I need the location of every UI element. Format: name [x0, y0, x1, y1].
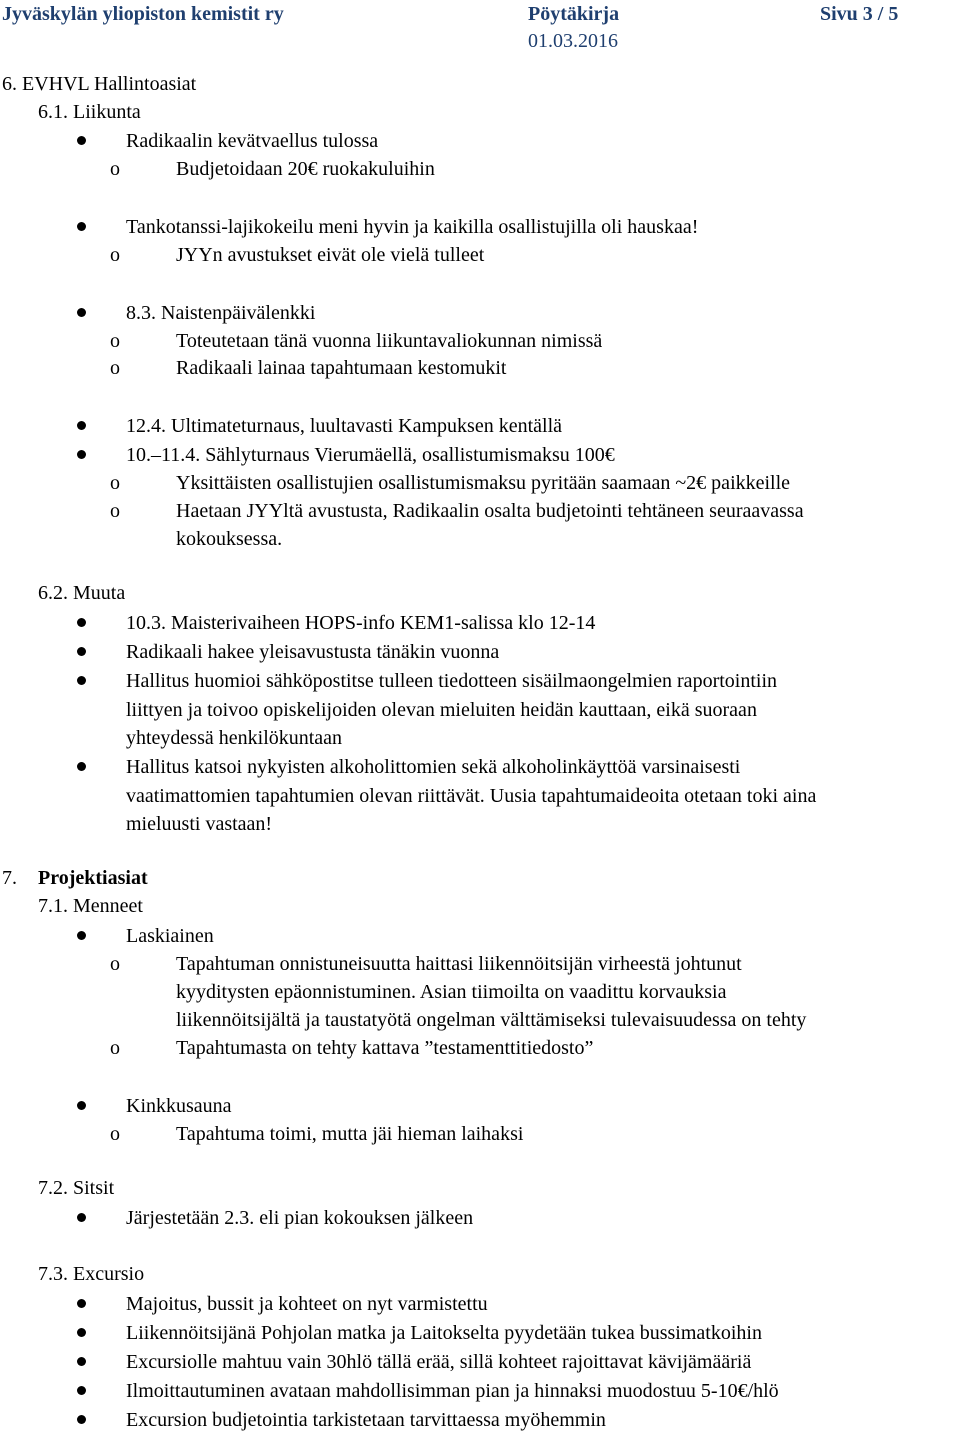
sub-list-item: JYYn avustukset eivät ole vielä tulleet	[176, 244, 485, 266]
sub-list-item-cont: kyyditysten epäonnistuminen. Asian tiimoilta on vaadittu korvauksia	[176, 981, 727, 1003]
list-item: 12.4. Ultimateturnaus, luultavasti Kampuksen kentällä	[126, 415, 563, 437]
bullet-icon	[77, 1213, 86, 1222]
sub-bullet-icon: o	[110, 1123, 120, 1145]
list-item: Majoitus, bussit ja kohteet on nyt varmistettu	[126, 1293, 488, 1315]
list-item: Excursiolle mahtuu vain 30hlö tällä erää, sillä kohteet rajoittavat kävijämääriä	[126, 1351, 752, 1373]
sub-bullet-icon: o	[110, 244, 120, 266]
bullet-icon	[77, 762, 86, 771]
list-item: 10.–11.4. Sählyturnaus Vierumäellä, osallistumismaksu 100€	[126, 444, 615, 466]
bullet-icon	[77, 647, 86, 656]
section-7-1-title: 7.1. Menneet	[38, 895, 143, 917]
sub-list-item: Tapahtuma toimi, mutta jäi hieman laihaksi	[176, 1123, 524, 1145]
bullet-icon	[77, 450, 86, 459]
header-doc-type: Pöytäkirja	[528, 3, 620, 25]
bullet-icon	[77, 1101, 86, 1110]
section-6-1-title: 6.1. Liikunta	[38, 101, 141, 123]
section-7-2-title: 7.2. Sitsit	[38, 1177, 115, 1199]
list-item: Liikennöitsijänä Pohjolan matka ja Laitokselta pyydetään tukea bussimatkoihin	[126, 1322, 762, 1344]
sub-bullet-icon: o	[110, 1037, 120, 1059]
bullet-icon	[77, 1299, 86, 1308]
list-item: Radikaali hakee yleisavustusta tänäkin vuonna	[126, 641, 500, 663]
section-6-title: 6. EVHVL Hallintoasiat	[2, 73, 197, 95]
bullet-icon	[77, 1415, 86, 1424]
sub-list-item: Tapahtumasta on tehty kattava ”testamenttitiedosto”	[176, 1037, 594, 1059]
section-7-3-title: 7.3. Excursio	[38, 1263, 145, 1285]
list-item-cont: mieluusti vastaan!	[126, 813, 273, 835]
sub-list-item: Yksittäisten osallistujien osallistumismaksu pyritään saamaan ~2€ paikkeille	[176, 472, 791, 494]
bullet-icon	[77, 421, 86, 430]
sub-list-item: Tapahtuman onnistuneisuutta haittasi liikennöitsijän virheestä johtunut	[176, 953, 742, 975]
sub-list-item: Budjetoidaan 20€ ruokakuluihin	[176, 158, 435, 180]
list-item: 8.3. Naistenpäivälenkki	[126, 302, 316, 324]
section-7-number: 7.	[2, 867, 17, 889]
sub-bullet-icon: o	[110, 330, 120, 352]
sub-list-item-cont: kokouksessa.	[176, 528, 283, 550]
sub-bullet-icon: o	[110, 500, 120, 522]
list-item: 10.3. Maisterivaiheen HOPS-info KEM1-salissa klo 12-14	[126, 612, 596, 634]
list-item: Tankotanssi-lajikokeilu meni hyvin ja kaikilla osallistujilla oli hauskaa!	[126, 216, 699, 238]
list-item-cont: liittyen ja toivoo opiskelijoiden olevan mieluiten heidän kauttaan, eikä suoraan	[126, 699, 757, 721]
header-page: Sivu 3 / 5	[820, 3, 899, 25]
bullet-icon	[77, 1357, 86, 1366]
list-item: Hallitus huomioi sähköpostitse tulleen tiedotteen sisäilmaongelmien raportointiin	[126, 670, 778, 692]
bullet-icon	[77, 931, 86, 940]
sub-list-item: Toteutetaan tänä vuonna liikuntavaliokunnan nimissä	[176, 330, 603, 352]
list-item: Laskiainen	[126, 925, 214, 947]
list-item: Kinkkusauna	[126, 1095, 232, 1117]
bullet-icon	[77, 1328, 86, 1337]
header-org: Jyväskylän yliopiston kemistit ry	[2, 3, 284, 25]
header-date: 01.03.2016	[528, 30, 618, 52]
bullet-icon	[77, 1386, 86, 1395]
bullet-icon	[77, 676, 86, 685]
sub-list-item-cont: liikennöitsijältä ja taustatyötä ongelman välttämiseksi tulevaisuudessa on tehty	[176, 1009, 807, 1031]
sub-bullet-icon: o	[110, 472, 120, 494]
list-item: Excursion budjetointia tarkistetaan tarvittaessa myöhemmin	[126, 1409, 606, 1431]
sub-bullet-icon: o	[110, 158, 120, 180]
section-6-2-title: 6.2. Muuta	[38, 582, 126, 604]
sub-bullet-icon: o	[110, 357, 120, 379]
sub-list-item: Radikaali lainaa tapahtumaan kestomukit	[176, 357, 507, 379]
section-7-title: Projektiasiat	[38, 867, 148, 889]
bullet-icon	[77, 308, 86, 317]
bullet-icon	[77, 222, 86, 231]
list-item: Hallitus katsoi nykyisten alkoholittomien sekä alkoholinkäyttöä varsinaisesti	[126, 756, 741, 778]
sub-list-item: Haetaan JYYltä avustusta, Radikaalin osalta budjetointi tehtäneen seuraavassa	[176, 500, 804, 522]
list-item-cont: vaatimattomien tapahtumien olevan riittävät. Uusia tapahtumaideoita otetaan toki aina	[126, 785, 817, 807]
list-item-cont: yhteydessä henkilökuntaan	[126, 727, 343, 749]
bullet-icon	[77, 136, 86, 145]
bullet-icon	[77, 618, 86, 627]
list-item: Ilmoittautuminen avataan mahdollisimman pian ja hinnaksi muodostuu 5-10€/hlö	[126, 1380, 779, 1402]
sub-bullet-icon: o	[110, 953, 120, 975]
list-item: Järjestetään 2.3. eli pian kokouksen jälkeen	[126, 1207, 474, 1229]
list-item: Radikaalin kevätvaellus tulossa	[126, 130, 379, 152]
